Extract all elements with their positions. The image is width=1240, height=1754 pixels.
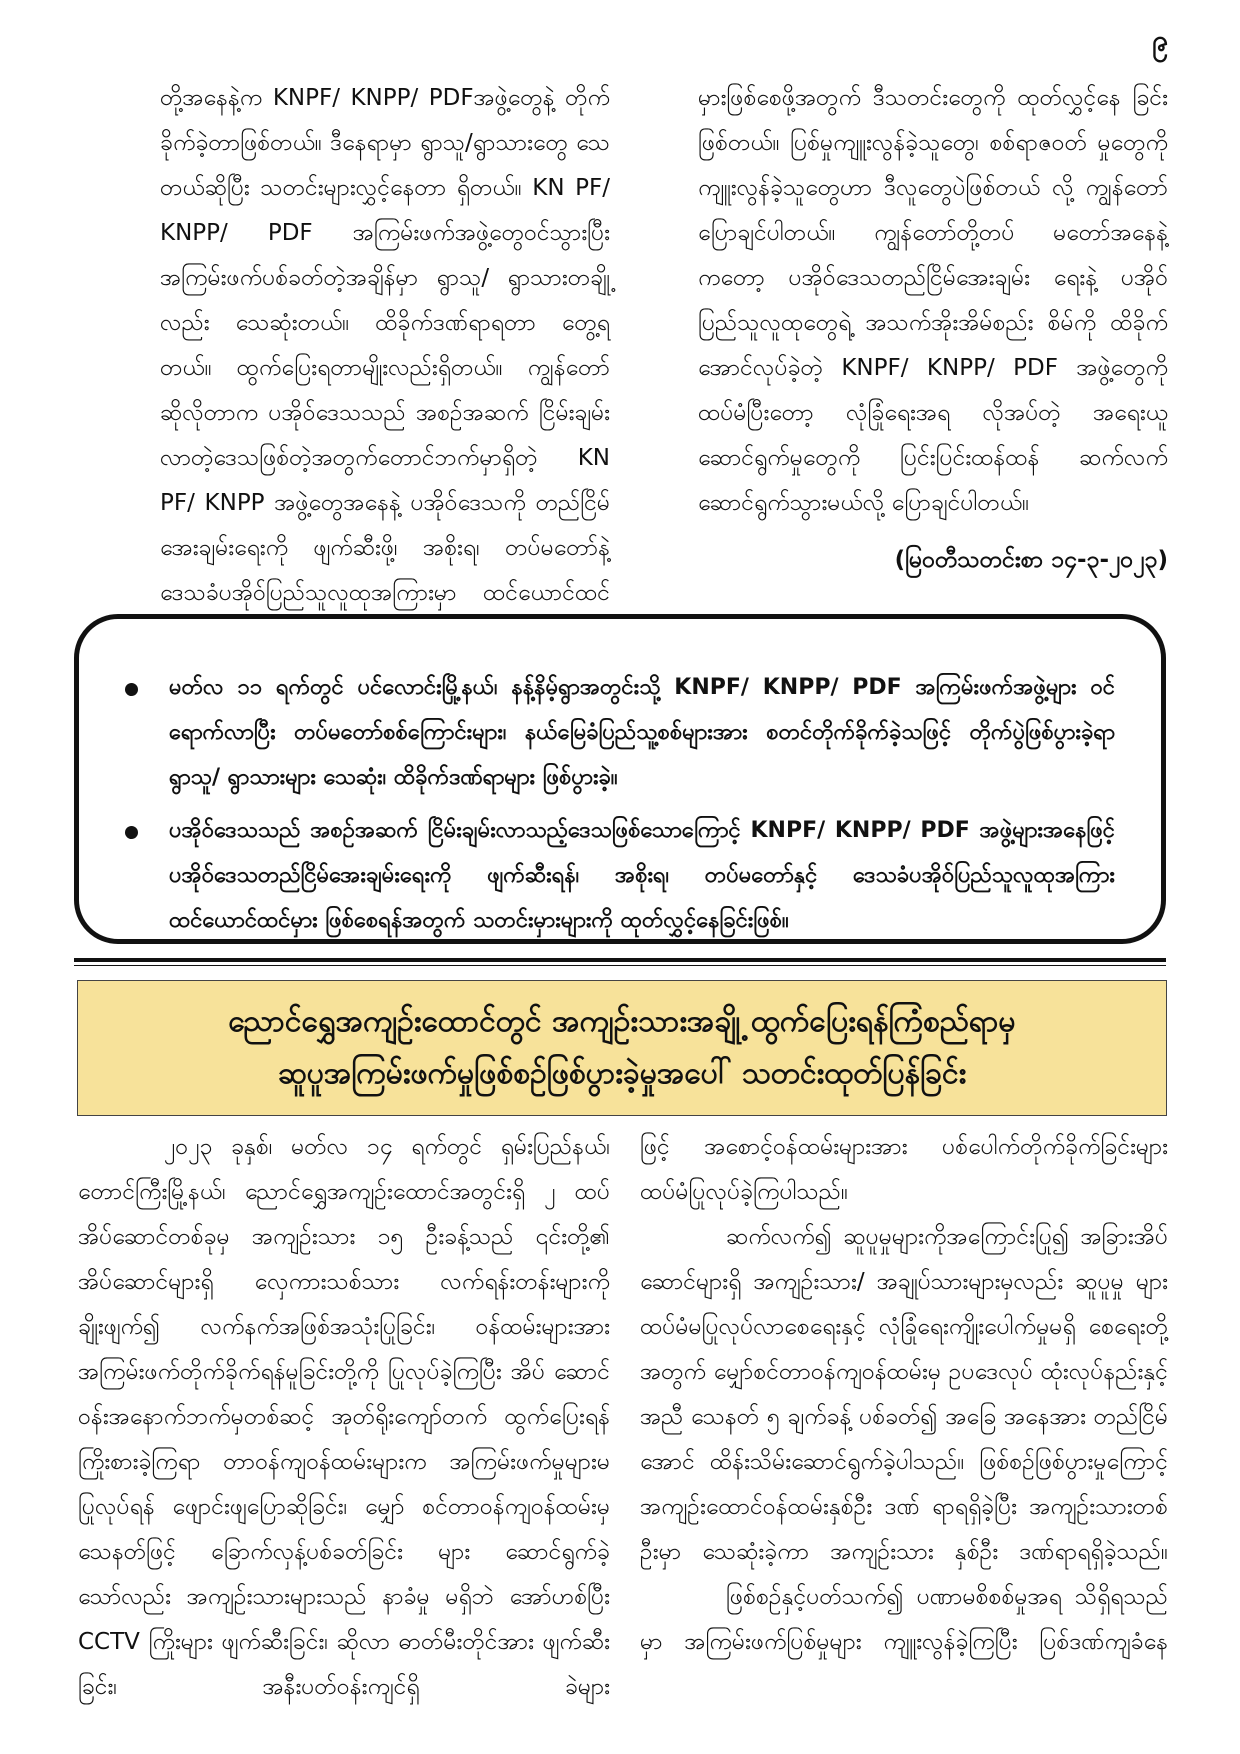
- bottom-left-column: [78, 1125, 610, 1710]
- page-number: ၉: [1152, 24, 1168, 57]
- bottom-right-paragraph: ဖြင့် အစောင့်ဝန်ထမ်းများအား ပစ်ပေါက်တိုက်ခိုက်ခြင်းများ ထပ်မံပြုလုပ်ခဲ့ကြပါသည်။: [640, 1134, 1168, 1205]
- top-left-column: [160, 76, 610, 616]
- summary-list: [117, 665, 1115, 943]
- headline-line-1: ညောင်ရွှေအကျဉ်းထောင်တွင် အကျဉ်းသားအချို့ ထွက်ပြေးရန်ကြံစည်ရာမှ: [228, 1004, 1016, 1039]
- summary-item: [117, 808, 1115, 943]
- summary-item-text: ပအိုဝ်ဒေသသည် အစဉ်အဆက် ငြိမ်းချမ်းလာသည့်ဒေသဖြစ်သောကြောင့် KNPF/ KNPP/ PDF အဖွဲ့များအနေဖြင့် ပအိုဝ်ဒေသတည်ငြိမ်အေးချမ်းရေးကို ဖျက်ဆီးရန်၊ အစိုးရ၊ တပ်မတော်နှင့် ဒေသခံပအိုဝ်ပြည်သူလူထုအကြား ထင်ယောင်ထင်မှား ဖြစ်စေရန်အတွက် သတင်းမှားများကို ထုတ်လွှင့်နေခြင်းဖြစ်။: [169, 818, 1115, 933]
- bullet-icon: [125, 683, 138, 696]
- article-headline: [77, 980, 1167, 1116]
- news-source-citation: (မြဝတီသတင်းစာ ၁၄-၃-၂၀၂၃): [894, 547, 1168, 573]
- top-left-paragraph: တို့အနေနဲ့က KNPF/ KNPP/ PDFအဖွဲ့တွေနဲ့ တိုက် ခိုက်ခဲ့တာဖြစ်တယ်။ ဒီနေရာမှာ ရွာသူ/ရွာသားတွေ သေတယ်ဆိုပြီး သတင်းများလွှင့်နေတာ ရှိတယ်။ KN PF/ KNPP/ PDF အကြမ်းဖက်အဖွဲ့တွေဝင်သွားပြီး အကြမ်းဖက်ပစ်ခတ်တဲ့အချိန်မှာ ရွာသူ/ ရွာသားတချို့ လည်း သေဆုံးတယ်။ ထိခိုက်ဒဏ်ရာရတာ တွေ့ရ တယ်။ ထွက်ပြေးရတာမျိုးလည်းရှိတယ်။ ကျွန်တော် ဆိုလိုတာက ပအိုဝ်ဒေသသည် အစဉ်အဆက် ငြိမ်းချမ်း လာတဲ့ဒေသဖြစ်တဲ့အတွက်တောင်ဘက်မှာရှိတဲ့ KN PF/ KNPP အဖွဲ့တွေအနေနဲ့ ပအိုဝ်ဒေသကို တည်ငြိမ် အေးချမ်းရေးကို ဖျက်ဆီးဖို့၊ အစိုးရ၊ တပ်မတော်နဲ့ ဒေသခံပအိုဝ်ပြည်သူလူထုအကြားမှာ ထင်ယောင်ထင်: [160, 85, 610, 606]
- section-divider-thin: [74, 965, 1166, 966]
- bullet-icon: [125, 826, 138, 839]
- top-right-paragraph: မှားဖြစ်စေဖို့အတွက် ဒီသတင်းတွေကို ထုတ်လွှင့်နေ ခြင်းဖြစ်တယ်။ ပြစ်မှုကျူးလွန်ခဲ့သူတွေ၊ စစ်ရာဇဝတ် မှုတွေကို ကျူးလွန်ခဲ့သူတွေဟာ ဒီလူတွေပဲဖြစ်တယ် လို့ ကျွန်တော်ပြောချင်ပါတယ်။ ကျွန်တော်တို့တပ် မတော်အနေနဲ့ကတော့ ပအိုဝ်ဒေသတည်ငြိမ်အေးချမ်း ရေးနဲ့ ပအိုဝ်ပြည်သူလူထုတွေရဲ့ အသက်အိုးအိမ်စည်း စိမ်ကို ထိခိုက်အောင်လုပ်ခဲ့တဲ့ KNPF/ KNPP/ PDF အဖွဲ့တွေကို ထပ်မံပြီးတော့ လုံခြုံရေးအရ လိုအပ်တဲ့ အရေးယူဆောင်ရွက်မှုတွေကို ပြင်းပြင်းထန်ထန် ဆက်လက်ဆောင်ရွက်သွားမယ်လို့ ပြောချင်ပါတယ်။: [698, 85, 1168, 516]
- top-right-column: [698, 76, 1168, 526]
- bottom-right-paragraph: ဖြစ်စဉ်နှင့်ပတ်သက်၍ ပဏာမစိစစ်မှုအရ သိရှိရသည် မှာ အကြမ်းဖက်ပြစ်မှုများ ကျူးလွန်ခဲ့ကြပြီး ပြစ်ဒဏ်ကျခံနေ: [640, 1584, 1168, 1655]
- bottom-right-column: [640, 1125, 1168, 1665]
- bottom-right-paragraph: ဆက်လက်၍ ဆူပူမှုများကိုအကြောင်းပြု၍ အခြားအိပ် ဆောင်များရှိ အကျဉ်းသား/ အချုပ်သားများမှလည်း ဆူပူမှု များ ထပ်မံမပြုလုပ်လာစေရေးနှင့် လုံခြုံရေးကျိုးပေါက်မှုမရှိ စေရေးတို့အတွက် မျှော်စင်တာဝန်ကျဝန်ထမ်းမှ ဥပဒေလုပ် ထုံးလုပ်နည်းနှင့်အညီ သေနတ် ၅ ချက်ခန့် ပစ်ခတ်၍ အခြေ အနေအား တည်ငြိမ်အောင် ထိန်းသိမ်းဆောင်ရွက်ခဲ့ပါသည်။ ဖြစ်စဉ်ဖြစ်ပွားမှုကြောင့် အကျဉ်းထောင်ဝန်ထမ်းနှစ်ဦး ဒဏ် ရာရရှိခဲ့ပြီး အကျဉ်းသားတစ်ဦးမှာ သေဆုံးခဲ့ကာ အကျဉ်းသား နှစ်ဦး ဒဏ်ရာရရှိခဲ့သည်။: [640, 1224, 1168, 1565]
- summary-item-text: မတ်လ ၁၁ ရက်တွင် ပင်လောင်းမြို့နယ်၊ နန့်နိမ့်ရွာအတွင်းသို့ KNPF/ KNPP/ PDF အကြမ်းဖက်အဖွဲ့များ ဝင်ရောက်လာပြီး တပ်မတော်စစ်ကြောင်းများ၊ နယ်မြေခံပြည်သူ့စစ်များအား စတင်တိုက်ခိုက်ခဲ့သဖြင့် တိုက်ပွဲဖြစ်ပွားခဲ့ရာ ရွာသူ/ ရွာသားများ သေဆုံး၊ ထိခိုက်ဒဏ်ရာများ ဖြစ်ပွားခဲ့။: [169, 675, 1115, 790]
- headline-line-2: ဆူပူအကြမ်းဖက်မှုဖြစ်စဉ်ဖြစ်ပွားခဲ့မှုအပေါ် သတင်းထုတ်ပြန်ခြင်း: [277, 1056, 967, 1091]
- summary-item: [117, 665, 1115, 800]
- summary-box: [74, 614, 1166, 944]
- bottom-left-paragraph: ၂၀၂၃ ခုနှစ်၊ မတ်လ ၁၄ ရက်တွင် ရှမ်းပြည်နယ်၊ တောင်ကြီးမြို့နယ်၊ ညောင်ရွှေအကျဉ်းထောင်အတွင်းရှိ ၂ ထပ် အိပ်ဆောင်တစ်ခုမှ အကျဉ်းသား ၁၅ ဦးခန့်သည် ၎င်းတို့၏ အိပ်ဆောင်များရှိ လှေကားသစ်သား လက်ရန်းတန်းများကို ချိုးဖျက်၍ လက်နက်အဖြစ်အသုံးပြုခြင်း၊ ဝန်ထမ်းများအား အကြမ်းဖက်တိုက်ခိုက်ရန်မူခြင်းတို့ကို ပြုလုပ်ခဲ့ကြပြီး အိပ် ဆောင်ဝန်းအနောက်ဘက်မှတစ်ဆင့် အုတ်ရိုးကျော်တက် ထွက်ပြေးရန် ကြိုးစားခဲ့ကြရာ တာဝန်ကျဝန်ထမ်းများက အကြမ်းဖက်မှုများမပြုလုပ်ရန် ဖျောင်းဖျပြောဆိုခြင်း၊ မျှော် စင်တာဝန်ကျဝန်ထမ်းမှ သေနတ်ဖြင့် ခြောက်လှန့်ပစ်ခတ်ခြင်း များ ဆောင်ရွက်ခဲ့သော်လည်း အကျဉ်းသားများသည် နာခံမှု မရှိဘဲ အော်ဟစ်ပြီး CCTV ကြိုးများ ဖျက်ဆီးခြင်း၊ ဆိုလာ ဓာတ်မီးတိုင်အား ဖျက်ဆီးခြင်း၊ အနီးပတ်ဝန်းကျင်ရှိ ခဲများ: [78, 1134, 610, 1700]
- section-divider: [74, 958, 1166, 962]
